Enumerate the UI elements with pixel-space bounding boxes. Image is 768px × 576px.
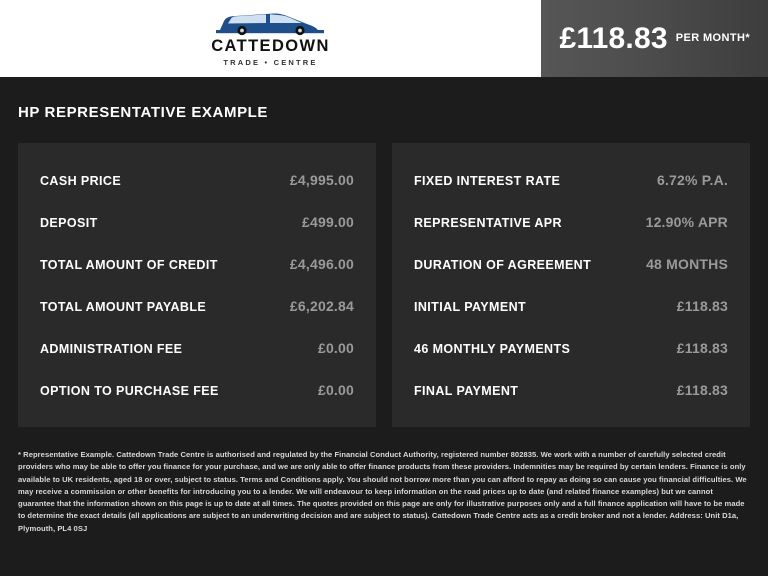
row-label: OPTION TO PURCHASE FEE — [40, 384, 219, 398]
table-row — [38, 369, 356, 411]
row-value: £4,496.00 — [289, 256, 354, 272]
table-row — [412, 327, 730, 369]
row-label: 46 MONTHLY PAYMENTS — [414, 342, 571, 356]
page-header — [0, 0, 768, 77]
row-label: CASH PRICE — [40, 174, 122, 188]
row-value: £6,202.84 — [289, 298, 354, 314]
row-label: DURATION OF AGREEMENT — [414, 258, 592, 272]
finance-details — [0, 121, 768, 427]
brand-logo — [211, 10, 330, 67]
row-value: £4,995.00 — [289, 172, 354, 188]
table-row — [38, 243, 356, 285]
row-value: 12.90% APR — [645, 214, 728, 230]
row-value: 6.72% P.A. — [656, 172, 728, 188]
monthly-price-banner — [541, 0, 768, 77]
row-value: £118.83 — [676, 340, 728, 356]
logo-name: CATTEDOWN — [211, 37, 330, 56]
table-row — [412, 285, 730, 327]
disclaimer-text: * Representative Example. Cattedown Trade Centre is authorised and regulated by the Financial Conduct Authority, registered number 802835. We work with a number of carefully selected credit providers who may be able to offer you finance for your purchase, and we are only able to offer finance products from these providers. Indemnities may be required by certain lenders. Finance is only available to UK residents, aged 18 or over, subject to status. Terms and Conditions apply. You should not borrow more than you can afford to repay as doing so can cause you financial difficulties. We may receive a commission or other benefits for introducing you to a lender. We will endeavour to keep information on the road prices up to date (and related finance examples) but we cannot guarantee that the information shown on this page is up to date at all times. The quotes provided on this page are only for illustrative purposes only and a full finance application will have to be made to determine the exact details (all applications are subject to an underwriting decision and are subject to status). Cattedown Trade Centre acts as a credit broker and not a lender. Address: Unit D1a, Plymouth, PL4 0SJ — [18, 450, 747, 533]
row-label: REPRESENTATIVE APR — [414, 216, 562, 230]
table-row — [412, 159, 730, 201]
table-row — [412, 243, 730, 285]
row-value: £0.00 — [317, 340, 354, 356]
logo-area — [0, 0, 541, 77]
row-label: FIXED INTEREST RATE — [414, 174, 561, 188]
table-row — [412, 369, 730, 411]
row-label: ADMINISTRATION FEE — [40, 342, 183, 356]
footer — [0, 427, 768, 535]
row-value: £118.83 — [676, 382, 728, 398]
car-icon — [214, 10, 326, 36]
row-value: £0.00 — [317, 382, 354, 398]
monthly-price-period: PER MONTH* — [675, 31, 750, 44]
row-value: £118.83 — [676, 298, 728, 314]
table-row — [38, 201, 356, 243]
table-row — [38, 285, 356, 327]
row-value: 48 MONTHS — [646, 256, 728, 272]
logo-subtitle: TRADE • CENTRE — [223, 57, 318, 67]
table-row — [412, 201, 730, 243]
row-label: INITIAL PAYMENT — [414, 300, 527, 314]
row-label: FINAL PAYMENT — [414, 384, 519, 398]
row-label: TOTAL AMOUNT PAYABLE — [40, 300, 207, 314]
page-title: HP REPRESENTATIVE EXAMPLE — [18, 104, 269, 121]
table-row — [38, 159, 356, 201]
row-value: £499.00 — [301, 214, 354, 230]
table-row — [38, 327, 356, 369]
monthly-price-amount: £118.83 — [559, 21, 668, 55]
row-label: DEPOSIT — [40, 216, 98, 230]
right-details-panel — [392, 143, 750, 427]
row-label: TOTAL AMOUNT OF CREDIT — [40, 258, 218, 272]
left-details-panel — [18, 143, 376, 427]
